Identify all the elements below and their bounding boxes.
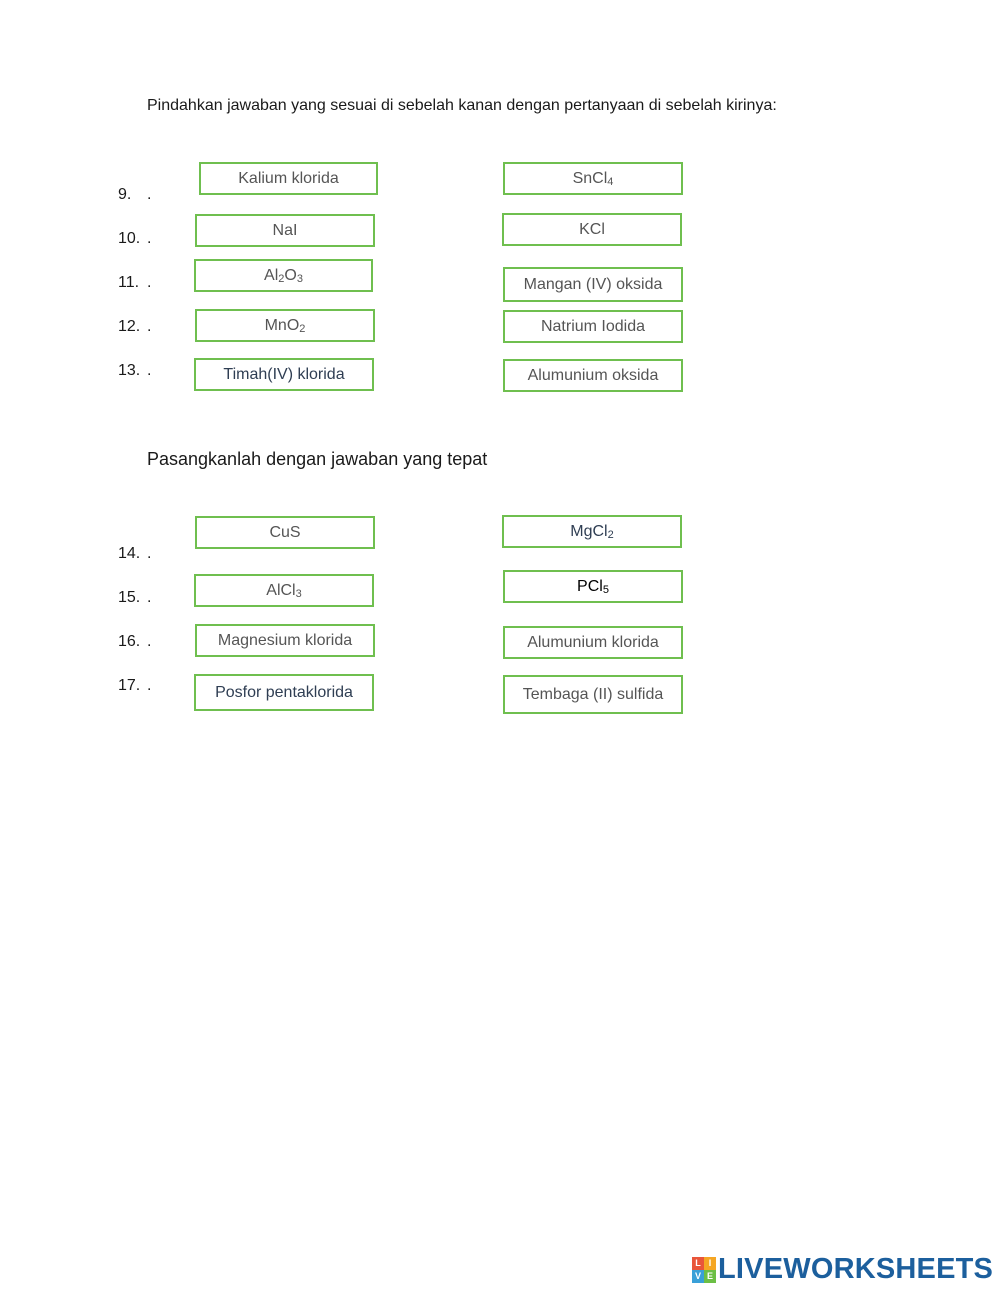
drop-target-box[interactable] bbox=[503, 359, 683, 392]
question-dot: . bbox=[147, 274, 152, 291]
answer-label: SnCl$_4$ bbox=[572, 169, 614, 188]
drag-answer-box[interactable] bbox=[195, 214, 375, 247]
answer-label: AlCl$_3$ bbox=[266, 581, 302, 600]
logo-tile-l: L bbox=[692, 1257, 704, 1270]
answer-label: Timah(IV) klorida bbox=[223, 365, 345, 383]
question-number: 13. bbox=[118, 362, 141, 379]
answer-label: Posfor pentaklorida bbox=[215, 683, 353, 701]
instruction-section-1: Pindahkan jawaban yang sesuai di sebelah kanan dengan pertanyaan di sebelah kirinya: bbox=[147, 97, 777, 114]
logo-tile-e: E bbox=[704, 1270, 716, 1283]
question-dot: . bbox=[147, 677, 152, 694]
question-dot: . bbox=[147, 230, 152, 247]
drag-answer-box[interactable] bbox=[194, 358, 374, 391]
answer-label: Kalium klorida bbox=[238, 169, 339, 187]
liveworksheets-wordmark: LIVEWORKSHEETS bbox=[718, 1253, 994, 1285]
drop-target-box[interactable] bbox=[503, 675, 683, 714]
question-dot: . bbox=[147, 589, 152, 606]
answer-label: Natrium Iodida bbox=[540, 317, 646, 335]
drag-answer-box[interactable] bbox=[194, 259, 373, 292]
answer-label: PCl$_5$ bbox=[577, 577, 609, 596]
answer-label: Alumunium klorida bbox=[527, 633, 659, 651]
drop-target-box[interactable] bbox=[503, 267, 683, 302]
logo-tile-v: V bbox=[692, 1270, 704, 1283]
instruction-section-2: Pasangkanlah dengan jawaban yang tepat bbox=[147, 449, 488, 469]
drag-answer-box[interactable] bbox=[199, 162, 378, 195]
question-number: 17. bbox=[118, 677, 141, 694]
drag-answer-box[interactable] bbox=[195, 516, 375, 549]
drop-target-box[interactable] bbox=[502, 515, 682, 548]
answer-label: Magnesium klorida bbox=[217, 631, 353, 649]
answer-label: NaI bbox=[272, 221, 298, 239]
question-number: 10. bbox=[118, 230, 141, 247]
drop-target-box[interactable] bbox=[503, 310, 683, 343]
question-dot: . bbox=[147, 186, 152, 203]
answer-label: MgCl$_2$ bbox=[570, 522, 614, 541]
question-dot: . bbox=[147, 362, 152, 379]
logo-tile-i: I bbox=[704, 1257, 716, 1270]
drag-answer-box[interactable] bbox=[194, 574, 374, 607]
question-number: 16. bbox=[118, 633, 141, 650]
drop-target-box[interactable] bbox=[503, 162, 683, 195]
question-number: 14. bbox=[118, 545, 141, 562]
question-number: 12. bbox=[118, 318, 141, 335]
drop-target-box[interactable] bbox=[502, 213, 682, 246]
answer-label: Tembaga (II) sulfida bbox=[522, 685, 664, 703]
question-number: 15. bbox=[118, 589, 141, 606]
question-dot: . bbox=[147, 545, 152, 562]
liveworksheets-logo bbox=[692, 1253, 993, 1286]
question-dot: . bbox=[147, 633, 152, 650]
question-dot: . bbox=[147, 318, 152, 335]
question-number: 11. bbox=[118, 274, 140, 291]
drag-answer-box[interactable] bbox=[195, 624, 375, 657]
drag-answer-box[interactable] bbox=[194, 674, 374, 711]
answer-label: KCl bbox=[579, 220, 605, 238]
liveworksheets-icon bbox=[692, 1257, 716, 1283]
answer-label: $Al_2O_3$ bbox=[264, 266, 303, 285]
drop-target-box[interactable] bbox=[503, 626, 683, 659]
answer-label: MnO$_2$ bbox=[264, 316, 306, 335]
answer-label: CuS bbox=[269, 523, 301, 541]
question-number: 9. bbox=[118, 186, 132, 203]
drag-answer-box[interactable] bbox=[195, 309, 375, 342]
drop-target-box[interactable] bbox=[503, 570, 683, 603]
answer-label: Alumunium oksida bbox=[527, 366, 659, 384]
answer-label: Mangan (IV) oksida bbox=[523, 275, 663, 293]
